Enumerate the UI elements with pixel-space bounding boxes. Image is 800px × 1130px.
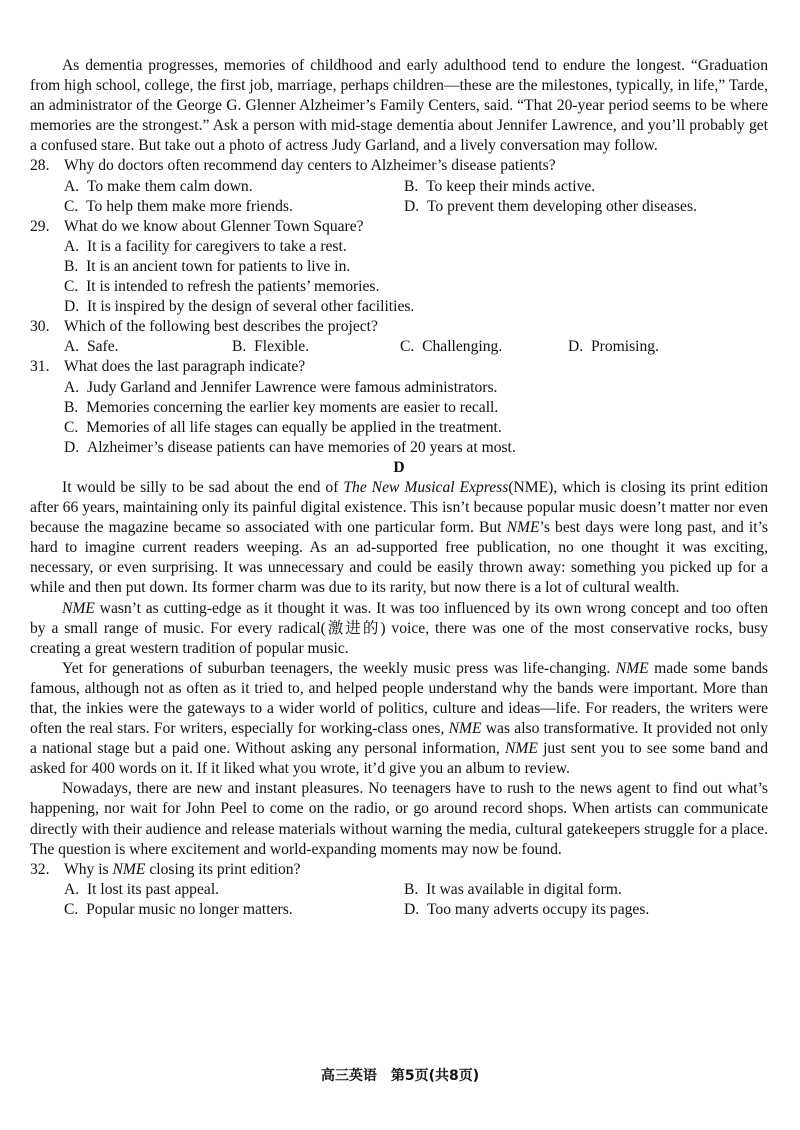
passage-d-paragraph-1 <box>30 478 768 599</box>
option-d: D. To prevent them developing other diseases. <box>404 197 697 215</box>
option-c: C. Memories of all life stages can equally be applied in the treatment. <box>64 418 502 436</box>
text-run: was also transformative. It provided not only a national stage but a paid one. Without asking any personal information, <box>30 720 769 758</box>
publication-abbr: NME <box>506 519 540 537</box>
text-run: It would be silly to be sad about the end of <box>62 478 344 496</box>
question-text: Which of the following best describes the project? <box>64 318 378 336</box>
text-run: Why is <box>64 860 113 878</box>
options-row <box>30 337 768 357</box>
option-d: D. Promising. <box>568 338 659 356</box>
option-c: C. Popular music no longer matters. <box>64 900 293 918</box>
question-number: 31. <box>30 358 50 376</box>
page-footer: 高三英语 第5页(共8页) <box>320 1068 480 1084</box>
section-heading: D <box>393 458 405 476</box>
question-32 <box>30 860 768 920</box>
question-text: What do we know about Glenner Town Square? <box>64 217 364 235</box>
text-run: wasn’t as cutting-edge as it thought it was. It was too influenced by its own wrong concept and too often by a small range of music. For every radical(激进的) voice, there was one of the most conservative rocks, busy creating a great western tradition of popular music. <box>30 599 768 657</box>
option-a: A. It lost its past appeal. <box>64 880 220 898</box>
publication-abbr: NME <box>504 740 538 758</box>
options-row <box>30 197 768 217</box>
question-30 <box>30 317 768 357</box>
question-text: What does the last paragraph indicate? <box>64 358 306 376</box>
passage-d-paragraph-3 <box>30 659 768 780</box>
option-a: A. Safe. <box>64 338 119 356</box>
options-row <box>30 880 768 900</box>
passage-d-paragraph-2 <box>30 599 768 659</box>
option-d: D. Too many adverts occupy its pages. <box>404 900 650 918</box>
text-run: made some bands famous, although not as often as it tried to, and helped people understand why the bands were important. More than that, the inkies were the gateways to a wider world of politics, culture and ideas—life. For readers, the writers were often the real stars. For writers, especially for working-class ones, <box>30 659 768 738</box>
passage-d-paragraph-4: Nowadays, there are new and instant pleasures. No teenagers have to rush to the news agent to find out what’s happening, nor wait for John Peel to come on the radio, or go around record shops. When artists can communicate directly with their audience and release materials without warning the media, cultural gatekeepers struggle for a place. The question is where excitement and world-expanding moments may now be found. <box>30 780 768 858</box>
question-28 <box>30 156 768 216</box>
question-29 <box>30 217 768 317</box>
page-content <box>30 56 768 920</box>
option-d: D. Alzheimer’s disease patients can have memories of 20 years at most. <box>64 438 516 456</box>
text-run: (NME), which is closing its print edition after 66 years, maintaining only its painful digital existence. This isn’t because popular music doesn’t matter nor even because the magazine became so associated with one particular form. But <box>30 478 768 537</box>
text-run: closing its print edition? <box>145 860 301 878</box>
text-run: Yet for generations of suburban teenagers, the weekly music press was life-changing. <box>62 659 616 677</box>
text-run: ’s best days were long past, and it’s hard to imagine current readers weeping. As an ad-supported free publication, no one thought it was exciting, necessary, or even surprising. It was unnecessary and could be easily thrown away: something you picked up for a while and then put down. Its former charm was due to its rarity, but now there is a lot of cultural wealth. <box>30 519 768 597</box>
question-number: 29. <box>30 217 50 235</box>
question-text: Why do doctors often recommend day centers to Alzheimer’s disease patients? <box>64 157 556 175</box>
option-c: C. To help them make more friends. <box>64 197 293 215</box>
options-row <box>30 900 768 920</box>
option-b: B. Flexible. <box>232 338 310 356</box>
option-d: D. It is inspired by the design of several other facilities. <box>64 298 415 316</box>
options-row <box>30 177 768 197</box>
question-number: 30. <box>30 318 50 336</box>
publication-title: The New Musical Express <box>343 478 509 496</box>
publication-abbr: NME <box>62 599 95 617</box>
question-number: 32. <box>30 860 50 878</box>
option-b: B. Memories concerning the earlier key moments are easier to recall. <box>64 398 499 416</box>
question-text <box>64 861 301 878</box>
option-b: B. It was available in digital form. <box>404 880 622 898</box>
intro-paragraph: As dementia progresses, memories of childhood and early adulthood tend to endure the longest. “Graduation from high school, college, the first job, marriage, perhaps children—these are the milestones, typically, in life,” Tarde, an administrator of the George G. Glenner Alzheimer’s Family Centers, said. “That 20-year period seems to be where memories are the strongest.” Ask a person with mid-stage dementia about Jennifer Lawrence, and you’ll probably get a confused stare. But take out a photo of actress Judy Garland, and a lively conversation may follow. <box>30 57 768 155</box>
publication-abbr: NME <box>615 659 649 677</box>
question-31 <box>30 357 768 457</box>
option-a: A. It is a facility for caregivers to take a rest. <box>64 237 347 255</box>
publication-abbr: NME <box>112 860 146 878</box>
option-b: B. To keep their minds active. <box>404 177 596 195</box>
option-a: A. Judy Garland and Jennifer Lawrence were famous administrators. <box>64 378 498 396</box>
option-b: B. It is an ancient town for patients to live in. <box>64 257 351 275</box>
text-run: just sent you to see some band and asked for 400 words on it. If it liked what you wrote, it’d give you an album to review. <box>30 740 768 778</box>
option-c: C. It is intended to refresh the patients’ memories. <box>64 278 380 296</box>
publication-abbr: NME <box>448 720 482 738</box>
option-c: C. Challenging. <box>400 338 503 356</box>
option-a: A. To make them calm down. <box>64 177 253 195</box>
question-number: 28. <box>30 157 50 175</box>
